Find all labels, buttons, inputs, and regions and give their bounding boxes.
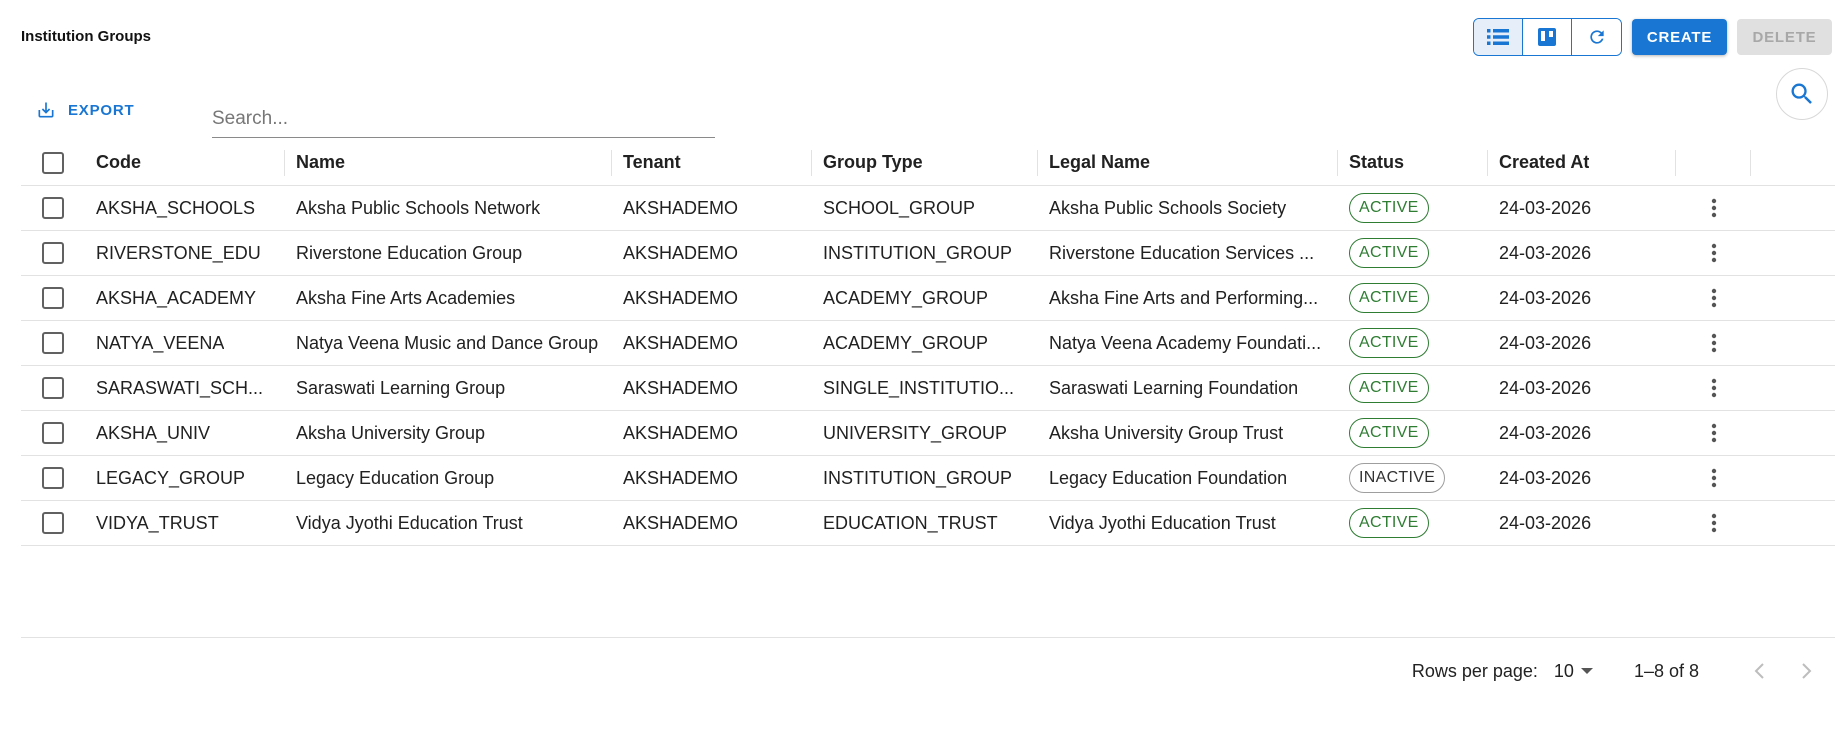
table-row[interactable]: [21, 366, 1835, 411]
rows-per-page-value: 10: [1553, 660, 1574, 681]
row-checkbox[interactable]: [42, 467, 64, 489]
create-button[interactable]: CREATE: [1632, 19, 1727, 55]
cell-legal-name: [1038, 456, 1338, 500]
status-badge: ACTIVE: [1349, 373, 1429, 403]
table-row[interactable]: [21, 411, 1835, 456]
cell-name-text: Riverstone Education Group: [296, 242, 523, 263]
column-header-group-type[interactable]: [812, 140, 1038, 185]
status-badge: ACTIVE: [1349, 328, 1429, 358]
cell-legal-name: [1038, 231, 1338, 275]
column-header-created-at-label: Created At: [1499, 152, 1590, 172]
cell-created-at-text: 24-03-2026: [1499, 467, 1592, 488]
cell-legal-name: [1038, 501, 1338, 545]
cell-created-at: [1488, 321, 1676, 365]
table-row[interactable]: [21, 276, 1835, 321]
footer-divider: [21, 637, 1835, 638]
row-checkbox[interactable]: [42, 197, 64, 219]
cell-actions: [1676, 321, 1751, 365]
cell-group-type: [812, 366, 1038, 410]
header-checkbox-cell: [21, 140, 85, 185]
cell-status: [1338, 186, 1488, 230]
row-checkbox-cell: [21, 321, 85, 365]
cell-created-at: [1488, 366, 1676, 410]
cell-code: [85, 321, 285, 365]
cell-legal-name: [1038, 186, 1338, 230]
cell-created-at: [1488, 456, 1676, 500]
cell-name-text: Legacy Education Group: [296, 467, 495, 488]
row-checkbox[interactable]: [42, 377, 64, 399]
select-all-checkbox[interactable]: [42, 152, 64, 174]
cell-tenant: [612, 231, 812, 275]
cell-actions: [1676, 231, 1751, 275]
row-actions-button[interactable]: [1699, 328, 1729, 358]
cell-filler: [1751, 456, 1835, 500]
cell-filler: [1751, 501, 1835, 545]
top-toolbar: [1473, 18, 1835, 56]
row-actions-button[interactable]: [1699, 508, 1729, 538]
cell-actions: [1676, 501, 1751, 545]
cell-tenant-text: AKSHADEMO: [623, 332, 739, 353]
column-header-group-type-label: Group Type: [823, 152, 923, 172]
export-label: EXPORT: [68, 101, 135, 119]
column-header-legal-name[interactable]: [1038, 140, 1338, 185]
cell-name-text: Aksha Fine Arts Academies: [296, 287, 516, 308]
cell-code-text: VIDYA_TRUST: [96, 512, 219, 533]
cell-group-type-text: INSTITUTION_GROUP: [823, 467, 1013, 488]
row-checkbox-cell: [21, 411, 85, 455]
cell-group-type: [812, 231, 1038, 275]
cell-code-text: AKSHA_ACADEMY: [96, 287, 257, 308]
column-header-status-label: Status: [1349, 152, 1405, 172]
row-actions-button[interactable]: [1699, 193, 1729, 223]
column-header-code-label: Code: [96, 152, 141, 172]
cell-code: [85, 456, 285, 500]
cell-legal-name-text: Saraswati Learning Foundation: [1049, 377, 1299, 398]
cell-group-type: [812, 456, 1038, 500]
row-checkbox-cell: [21, 456, 85, 500]
list-view-icon: [1487, 28, 1509, 46]
cell-code-text: AKSHA_UNIV: [96, 422, 211, 443]
cell-tenant-text: AKSHADEMO: [623, 467, 739, 488]
row-checkbox-cell: [21, 231, 85, 275]
cell-created-at: [1488, 231, 1676, 275]
column-header-status[interactable]: [1338, 140, 1488, 185]
cell-created-at: [1488, 501, 1676, 545]
more-vertical-icon: [1711, 288, 1717, 308]
cell-name: [285, 186, 612, 230]
cell-filler: [1751, 411, 1835, 455]
cell-actions: [1676, 456, 1751, 500]
row-checkbox[interactable]: [42, 422, 64, 444]
row-checkbox[interactable]: [42, 512, 64, 534]
previous-page-button[interactable]: [1739, 655, 1779, 687]
cell-filler: [1751, 276, 1835, 320]
cell-created-at-text: 24-03-2026: [1499, 332, 1592, 353]
cell-status: [1338, 321, 1488, 365]
cell-tenant: [612, 456, 812, 500]
more-vertical-icon: [1711, 468, 1717, 488]
cell-tenant-text: AKSHADEMO: [623, 197, 739, 218]
table-row[interactable]: [21, 231, 1835, 276]
cell-tenant-text: AKSHADEMO: [623, 512, 739, 533]
cell-legal-name: [1038, 366, 1338, 410]
pagination: [1412, 655, 1835, 687]
table-row[interactable]: [21, 321, 1835, 366]
column-header-filler: [1751, 140, 1835, 185]
cell-actions: [1676, 186, 1751, 230]
row-checkbox-cell: [21, 366, 85, 410]
cell-created-at: [1488, 186, 1676, 230]
cell-group-type: [812, 411, 1038, 455]
cell-group-type-text: ACADEMY_GROUP: [823, 287, 989, 308]
chevron-left-icon: [1753, 662, 1765, 680]
cell-legal-name-text: Vidya Jyothi Education Trust: [1049, 512, 1276, 533]
cell-code: [85, 276, 285, 320]
more-vertical-icon: [1711, 423, 1717, 443]
cell-group-type-text: EDUCATION_TRUST: [823, 512, 998, 533]
cell-status: [1338, 366, 1488, 410]
cell-code-text: LEGACY_GROUP: [96, 467, 246, 488]
search-input[interactable]: [212, 100, 715, 138]
cell-name: [285, 366, 612, 410]
cell-name-text: Vidya Jyothi Education Trust: [296, 512, 523, 533]
row-actions-button[interactable]: [1699, 373, 1729, 403]
cell-tenant: [612, 501, 812, 545]
cell-actions: [1676, 366, 1751, 410]
row-actions-button[interactable]: [1699, 418, 1729, 448]
column-header-code[interactable]: [85, 140, 285, 185]
cell-code-text: SARASWATI_SCH...: [96, 377, 264, 398]
cell-legal-name-text: Aksha Public Schools Society: [1049, 197, 1287, 218]
cell-tenant-text: AKSHADEMO: [623, 377, 739, 398]
cell-legal-name: [1038, 321, 1338, 365]
row-checkbox[interactable]: [42, 332, 64, 354]
delete-button[interactable]: DELETE: [1737, 19, 1832, 55]
more-vertical-icon: [1711, 198, 1717, 218]
cell-code-text: NATYA_VEENA: [96, 332, 225, 353]
cell-group-type: [812, 186, 1038, 230]
row-actions-button[interactable]: [1699, 283, 1729, 313]
chevron-right-icon: [1801, 662, 1813, 680]
row-checkbox-cell: [21, 186, 85, 230]
cell-status: [1338, 231, 1488, 275]
cell-created-at: [1488, 411, 1676, 455]
download-icon: [36, 100, 56, 120]
cell-group-type: [812, 321, 1038, 365]
more-vertical-icon: [1711, 378, 1717, 398]
cell-code: [85, 231, 285, 275]
cell-name-text: Aksha Public Schools Network: [296, 197, 541, 218]
kanban-view-icon: [1538, 28, 1556, 46]
cell-created-at-text: 24-03-2026: [1499, 197, 1592, 218]
cell-tenant-text: AKSHADEMO: [623, 422, 739, 443]
cell-name: [285, 276, 612, 320]
page-title: Institution Groups: [21, 28, 151, 45]
view-toggle-group: [1473, 18, 1622, 56]
cell-created-at-text: 24-03-2026: [1499, 422, 1592, 443]
status-badge: ACTIVE: [1349, 508, 1429, 538]
row-checkbox[interactable]: [42, 242, 64, 264]
column-header-tenant[interactable]: [612, 140, 812, 185]
cell-name: [285, 231, 612, 275]
cell-tenant: [612, 321, 812, 365]
cell-filler: [1751, 231, 1835, 275]
rows-per-page-label: Rows per page:: [1411, 660, 1538, 681]
cell-code: [85, 366, 285, 410]
export-button[interactable]: [36, 96, 134, 124]
cell-name: [285, 501, 612, 545]
column-header-actions: [1676, 140, 1751, 185]
column-header-name-label: Name: [296, 152, 346, 172]
next-page-button[interactable]: [1787, 655, 1827, 687]
cell-created-at-text: 24-03-2026: [1499, 242, 1592, 263]
cell-filler: [1751, 321, 1835, 365]
cell-group-type-text: SINGLE_INSTITUTIO...: [823, 377, 1015, 398]
search-icon: [1788, 80, 1816, 108]
column-header-legal-name-label: Legal Name: [1049, 152, 1151, 172]
cell-created-at-text: 24-03-2026: [1499, 512, 1592, 533]
cell-code: [85, 501, 285, 545]
column-header-tenant-label: Tenant: [623, 152, 681, 172]
list-view-button[interactable]: [1474, 19, 1523, 55]
caret-down-icon: [1580, 666, 1594, 676]
cell-actions: [1676, 276, 1751, 320]
row-actions-button[interactable]: [1699, 238, 1729, 268]
column-header-created-at[interactable]: [1488, 140, 1676, 185]
cell-legal-name-text: Aksha University Group Trust: [1049, 422, 1284, 443]
cell-name: [285, 411, 612, 455]
cell-created-at-text: 24-03-2026: [1499, 377, 1592, 398]
cell-name-text: Saraswati Learning Group: [296, 377, 506, 398]
cell-code-text: AKSHA_SCHOOLS: [96, 197, 256, 218]
cell-name: [285, 321, 612, 365]
refresh-icon: [1587, 27, 1607, 47]
cell-legal-name-text: Aksha Fine Arts and Performing...: [1049, 287, 1319, 308]
cell-filler: [1751, 366, 1835, 410]
table-body: [21, 186, 1835, 546]
cell-name: [285, 456, 612, 500]
cell-group-type: [812, 276, 1038, 320]
cell-tenant-text: AKSHADEMO: [623, 242, 739, 263]
status-badge: ACTIVE: [1349, 193, 1429, 223]
table-header-row: [21, 140, 1835, 186]
row-checkbox[interactable]: [42, 287, 64, 309]
more-vertical-icon: [1711, 513, 1717, 533]
cell-status: [1338, 456, 1488, 500]
cell-created-at: [1488, 276, 1676, 320]
cell-tenant: [612, 411, 812, 455]
cell-group-type: [812, 501, 1038, 545]
cell-legal-name: [1038, 411, 1338, 455]
status-badge: ACTIVE: [1349, 238, 1429, 268]
table-row[interactable]: [21, 456, 1835, 501]
board-view-button[interactable]: [1523, 19, 1572, 55]
cell-group-type-text: ACADEMY_GROUP: [823, 332, 989, 353]
cell-legal-name: [1038, 276, 1338, 320]
status-badge: ACTIVE: [1349, 283, 1429, 313]
cell-tenant: [612, 276, 812, 320]
cell-legal-name-text: Riverstone Education Services ...: [1049, 242, 1315, 263]
cell-status: [1338, 411, 1488, 455]
status-badge: INACTIVE: [1349, 463, 1445, 493]
cell-code: [85, 411, 285, 455]
search-button[interactable]: [1776, 68, 1828, 120]
cell-legal-name-text: Natya Veena Academy Foundati...: [1049, 332, 1322, 353]
cell-code: [85, 186, 285, 230]
refresh-button[interactable]: [1572, 19, 1621, 55]
table-row[interactable]: [21, 501, 1835, 546]
column-header-name[interactable]: [285, 140, 612, 185]
cell-filler: [1751, 186, 1835, 230]
cell-status: [1338, 501, 1488, 545]
cell-name-text: Aksha University Group: [296, 422, 486, 443]
cell-name-text: Natya Veena Music and Dance Group: [296, 332, 599, 353]
cell-tenant-text: AKSHADEMO: [623, 287, 739, 308]
rows-per-page-select[interactable]: [1554, 661, 1594, 682]
status-badge: ACTIVE: [1349, 418, 1429, 448]
cell-legal-name-text: Legacy Education Foundation: [1049, 467, 1288, 488]
cell-group-type-text: UNIVERSITY_GROUP: [823, 422, 1008, 443]
more-vertical-icon: [1711, 333, 1717, 353]
cell-group-type-text: SCHOOL_GROUP: [823, 197, 976, 218]
more-vertical-icon: [1711, 243, 1717, 263]
row-actions-button[interactable]: [1699, 463, 1729, 493]
data-grid: [21, 140, 1835, 546]
cell-actions: [1676, 411, 1751, 455]
row-checkbox-cell: [21, 276, 85, 320]
cell-status: [1338, 276, 1488, 320]
cell-created-at-text: 24-03-2026: [1499, 287, 1592, 308]
cell-tenant: [612, 186, 812, 230]
page-range-label: 1–8 of 8: [1633, 660, 1699, 681]
table-row[interactable]: [21, 186, 1835, 231]
row-checkbox-cell: [21, 501, 85, 545]
cell-tenant: [612, 366, 812, 410]
cell-code-text: RIVERSTONE_EDU: [96, 242, 261, 263]
cell-group-type-text: INSTITUTION_GROUP: [823, 242, 1013, 263]
